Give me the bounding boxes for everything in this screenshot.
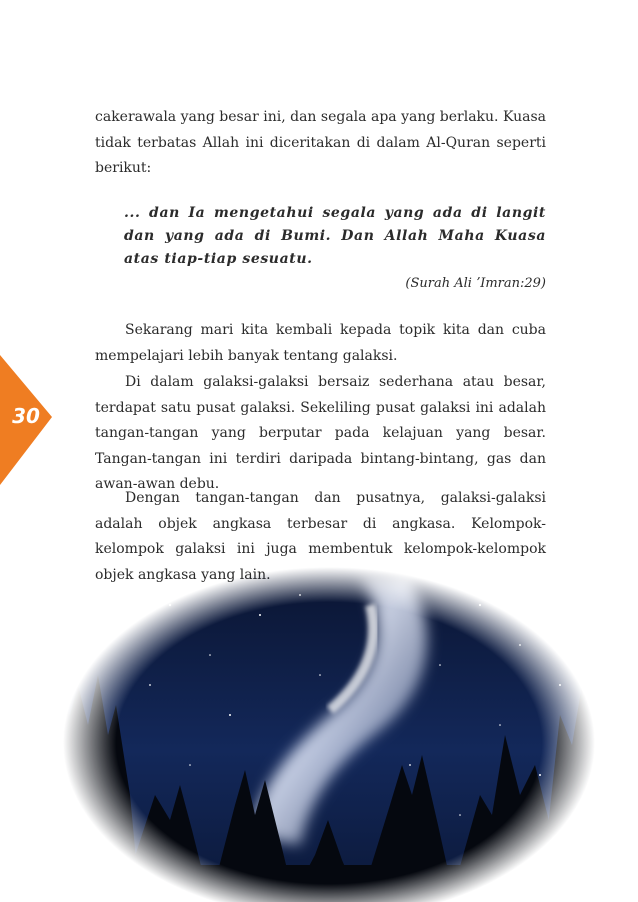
paragraph-galaxy-center: Di dalam galaksi-galaksi bersaiz sederhana atau besar, terdapat satu pusat galaksi. Sekeliling pusat galaksi ini adalah tangan-tangan yang berputar pada kelajuan yang besar. Tangan-tangan ini terdiri daripada bintang-bintang, gas dan awan-awan debu. [95, 374, 546, 492]
quran-quote: ... dan Ia mengetahui segala yang ada di langit dan yang ada di Bumi. Dan Allah Maha Kuasa atas tiap-tiap sesuatu. [124, 205, 546, 267]
quote-citation: (Surah Ali ʼImran:29) [405, 276, 546, 291]
paragraph-topic: Sekarang mari kita kembali kepada topik kita dan cuba mempelajari lebih banyak tentang galaksi. [95, 322, 546, 364]
intro-paragraph: cakerawala yang besar ini, dan segala apa yang berlaku. Kuasa tidak terbatas Allah ini diceritakan di dalam Al-Quran seperti berikut: [95, 109, 546, 176]
milky-way-photo [60, 565, 598, 902]
paragraph-galaxy-objects: Dengan tangan-tangan dan pusatnya, galaksi-galaksi adalah objek angkasa terbesar di angkasa. Kelompok-kelompok galaksi ini juga membentuk kelompok-kelompok [95, 490, 546, 557]
page-number: 30 [12, 404, 40, 428]
